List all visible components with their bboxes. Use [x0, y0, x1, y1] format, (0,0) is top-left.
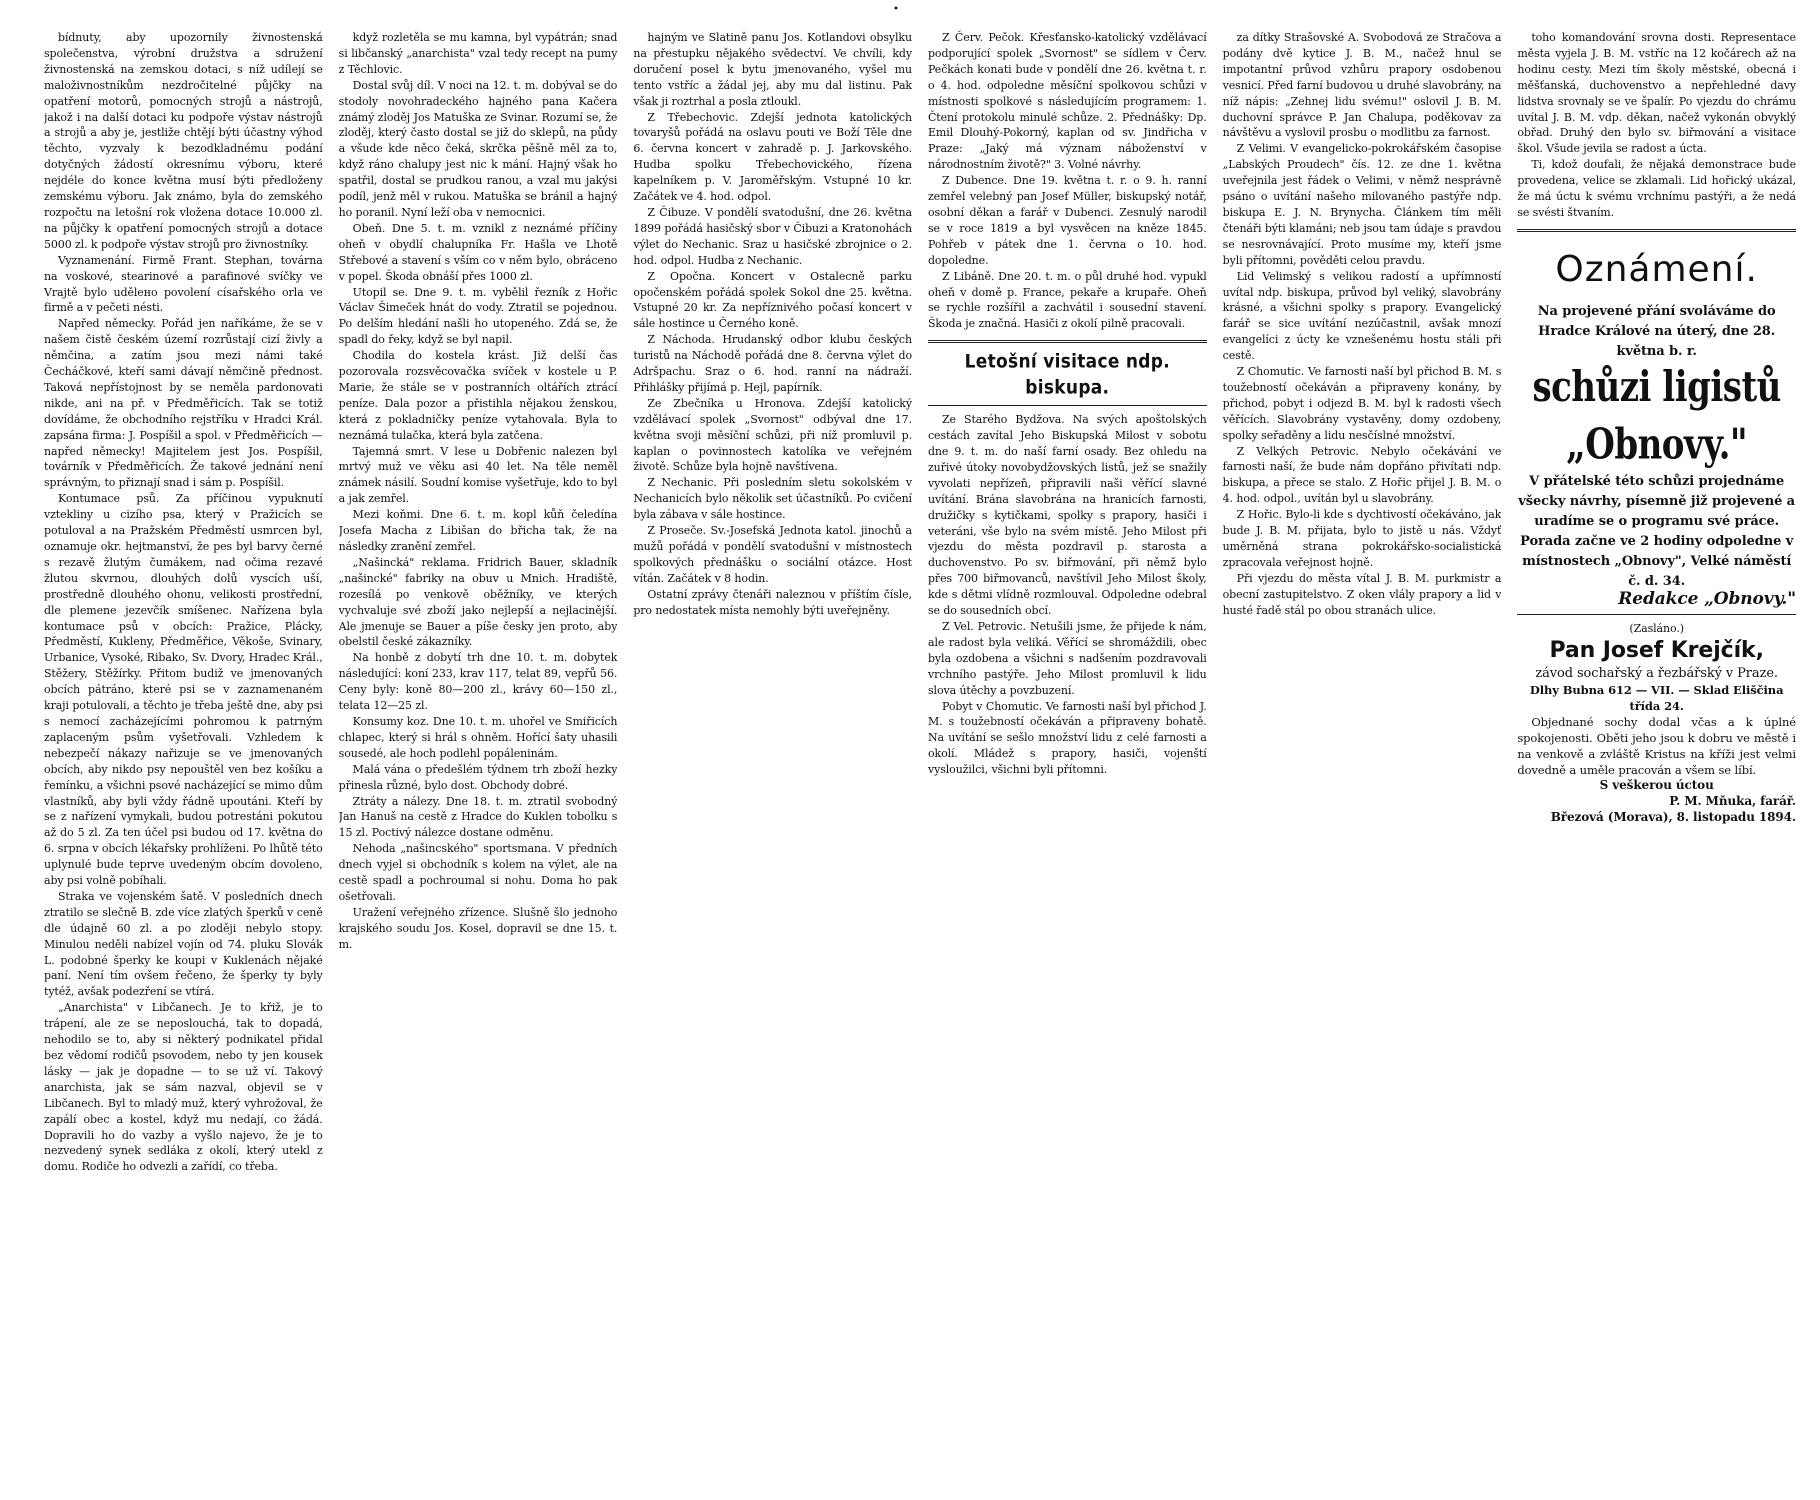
article-paragraph: Z Velkých Petrovic. Nebylo očekávání ve farnosti naší, že bude nám dopřáno přivítati ndp. biskupa, a přece se stalo. Z Hořic přijel J. B. M. o 4. hod. odpol., uvítán byl u slavobrány. [1222, 444, 1502, 506]
article-paragraph: Konsumy koz. Dne 10. t. m. uhořel ve Smiřicích chlapec, který si hrál s ohněm. Hořící šaty uhasili sousedé, ale hoch podlehl popáleninám. [338, 714, 618, 760]
article-paragraph: Ti, kdož doufali, že nějaká demonstrace bude provedena, velice se zklamali. Lid hořický ukázal, že má úctu k svému vrchnímu pastýři, a že nedá se svésti štvaním. [1517, 158, 1796, 219]
column-1 [44, 30, 323, 1488]
oznameni-signature: Redakce „Obnovy." [1618, 588, 1796, 609]
article-paragraph: Ztráty a nálezy. Dne 18. t. m. ztratil svobodný Jan Hanuš na cestě z Hradce do Kuklen tobolku s 15 zl. Poctivý nálezce dostane odměnu. [338, 794, 618, 840]
article-paragraph: „Anarchista" v Libčanech. Je to křiž, je to trápení, ale ze se neposlouchá, tak to dopadá, nehodilo se to, aby si některý podnikatel přidal bez vědomí rodičů psovodem, nebo ty jen kousek lásky — jak je dopadne — to se už ví. Takový anarchista, jak se sám nazval, objevil se v Libčanech. Byl to mladý muž, který vyhrožoval, že zapálí obec a kostel, když mu nedají, co žádá. Dopravili ho do vazby a vyšlo najevo, že je to nezvedený synek sedláka z okolí, který utekl z domu. Rodiče ho odvezli a zařídí, co třeba. [44, 1001, 323, 1174]
oznameni-ad [1517, 240, 1796, 608]
columns [44, 30, 1796, 1488]
article-paragraph: Z Velimi. V evangelicko-pokrokářském časopise „Labských Proudech" čís. 12. ze dne 1. května uveřejnila jest řádek o Velimi, v němž nesprávně psáno o uvítání našeho milovaného pastýře ndp. biskupa E. J. N. Brynycha. Článkem tím měli čtenáři býti klamáni; neb jsou tam údaje s pravdou se nesrovnávající. Proto musíme my, kteří jsme byli přítomni, pověděti celou pravdu. [1222, 142, 1502, 267]
article-paragraph: Z Vel. Petrovic. Netušili jsme, že přijede k nám, ale radost byla veliká. Věřící se shromáždili, obec byla ozdobena a všichni s nadšením pozdravovali vrchního pastýře. Jeho Milost promluvil k lidu slova útěchy a povzbuzení. [927, 620, 1207, 697]
zaslano-label: (Zasláno.) [1629, 621, 1684, 635]
krejcik-closing: S veškerou úctou [1599, 777, 1714, 792]
oznameni-text-1: V přátelské této schůzi projednáme všecky návrhy, písemně již projevené a uradíme se o programu své práce. [1518, 473, 1795, 529]
krejcik-signer: P. M. Mňuka, farář. [1669, 793, 1796, 808]
column-6-text [1517, 30, 1796, 221]
oznameni-line-2: Hradce Králové na úterý, dne 28. května b. r. [1538, 323, 1776, 359]
article-paragraph: Vyznamenání. Firmě Frant. Stephan, továrna na voskové, stearinové a parafinové svíčky ve Vrajtě bylo udělено povolení císařského orla ve firmě a v pečeti nésti. [44, 253, 323, 315]
article-paragraph: když rozletěla se mu kamna, byl vypátrán; snad si libčanský „anarchista" vzal tedy recept na pumy z Těchlovic. [338, 31, 618, 76]
article-paragraph: Lid Velimský s velikou radostí a upřímností uvítal ndp. biskupa, průvod byl veliký, slavobrány krásné, a všichni spolky s prapory. Evangelický farář se sice uvítání nezúčastnil, avšak mnozí evangelíci z úcty ke vznešenému hostu stáli při cestě. [1222, 269, 1502, 363]
article-paragraph: Z Třebechovic. Zdejší jednota katolických tovaryšů pořádá na oslavu pouti ve Boží Těle dne 6. června koncert v zahradě p. J. Jarkovského. Hudba spolku Třebechovického, řízena kapelníkem p. V. Jaroměřským. Vstupné 10 kr. Začátek ve 4. hod. odpol. [633, 110, 912, 204]
article-paragraph: „Našincká" reklama. Fridrich Bauer, skladník „našincké" fabriky na obuv u Mnich. Hradiště, rozesílá po venkově oběžníky, ve kterých vychvaluje své zboží jako nejlepší a nejlacinější. Ale jmenuje se Bauer a píše česky jen proto, aby obelstil české zákazníky. [338, 555, 618, 649]
article-paragraph: Pobyt v Chomutic. Ve farnosti naší byl přichod J. M. s toužebností očekáván a připraveny bohatě. Na uvítání se sešlo množství lidu z celé farnosti a okolí. Mládež s prapory, hasiči, vojenští vysloužilci, všichni byli přítomni. [927, 699, 1207, 777]
article-paragraph: Ze Starého Bydžova. Na svých apoštolských cestách zavítal Jeho Biskupská Milost v sobotu dne 9. t. m. do naší farní osady. Bez ohledu na zuřivé útoky novobydžovských listů, jež se snažily vyvolati nepřízeň, připravili naši věřící slavné uvítání. Brána slavobrána na hranicích farnosti, družičky s kytičkami, spolky s prapory, hasiči i veteráni, vše bylo na svém místě. Jeho Milost při vjezdu do města pozdravil p. starosta a duchovenstvo. Po sv. biřmování, při němž bylo přes 700 biřmovanců, navštívil Jeho Milost školy, kde s dětmi vlídně rozmlouval. Odpoledne odebral se do sousedních obcí. [927, 413, 1207, 618]
article-paragraph: Při vjezdu do města vítal J. B. M. purkmistr a obecní zastupitelstvo. Z oken vlály prapory a lid v husté řadě stál po obou stranách ulice. [1222, 571, 1502, 617]
article-paragraph: Obeň. Dne 5. t. m. vznikl z neznámé příčiny oheň v obydlí chalupníka Fr. Hašla ve Lhotě Střebové a stavení s vším co v něm bylo, obráceno v popel. Škoda obnáší přes 1000 zl. [338, 221, 618, 283]
article-paragraph: Uražení veřejného zřízence. Slušně šlo jednoho krajského soudu Jos. Kosel, dopravil se dne 15. t. m. [338, 905, 618, 951]
article-paragraph: Z Opočna. Koncert v Ostalecně parku opočenském pořádá spolek Sokol dne 25. května. Vstupné 20 kr. Za nepříznivého počasí koncert v sále hostince u Černého koně. [633, 269, 912, 331]
article-paragraph: Z Náchoda. Hrudanský odbor klubu českých turistů na Náchodě pořádá dne 8. června výlet do Adršpachu. Sraz o 6. hod. ranní na nádraží. Přihlášky přijímá p. Hejl, papírník. [633, 333, 912, 394]
article-paragraph: Z Libáně. Dne 20. t. m. o půl druhé hod. vypukl oheň v domě p. France, pekaře a krupaře. Oheň se rychle rozšířil a zachvátil i sousední stavení. Škoda je značná. Hasiči z okolí pilně pracovali. [927, 269, 1207, 331]
column-3 [633, 30, 912, 1488]
krejcik-subtitle: závod sochařský a řezbářský v Praze. [1535, 665, 1778, 681]
article-paragraph: Z Dubence. Dne 19. května t. r. o 9. h. ranní zemřel velebný pan Josef Müller, biskupský notář, osobní děkan a farář v Dubenci. Zesnulý narodil se v roce 1819 a byl vysvěcen na kněze 1845. Pohřeb v pátek dne 1. června o 10. hod. dopoledne. [927, 174, 1207, 267]
section-rule [928, 340, 1207, 343]
article-paragraph: Nehoda „našincského" sportsmana. V předních dnech vyjel si obchodník s kolem na výlet, ale na cestě spadl a pochroumal si nohu. Doma ho pak ošetřovali. [338, 842, 618, 903]
column-5 [1223, 30, 1502, 1488]
article-paragraph: Z Hořic. Bylo-li kde s dychtivostí očekáváno, jak bude J. B. M. přijata, bylo to jistě u nás. Vždyť uměrněná strana pokrokářsko-socialistická zpracovala veřejnost hojně. [1222, 508, 1502, 569]
krejcik-name: Pan Josef Krejčík, [1549, 637, 1764, 663]
article-paragraph: Malá vána o předešlém týdnem trh zboží hezky přinesla různé, bylo dost. Obchody dobré. [338, 762, 618, 792]
article-paragraph: Ze Zbečníka u Hronova. Zdejší katolický vzdělávací spolek „Svornost" odbýval dne 17. května svoji měsíční schůzi, při níž promluvil p. kaplan o povinnostech katolíka ve veřejném životě. Schůze byla hojně navštívena. [633, 396, 912, 474]
article-paragraph: Straka ve vojenském šatě. V posledních dnech ztratilo se slečně B. zde více zlatých šperků v ceně dle údajně 60 zl. a po zloději nebylo stopy. Minulou neděli nabízel vojín od 74. pluku Slovák L. podobné šperky ke koupi v Kuklenách nějaké paní. Není tím ovšem řečeno, že šperky ty byly tytéž, avšak podezření se vtírá. [44, 889, 323, 999]
article-paragraph: hajným ve Slatině panu Jos. Kotlandovi obsylku na přestupku nějakého svědectví. Ve chvíli, kdy doručení posel k bytu jmenovaného, vyšel mu tento vstříc a žádal jej, aby mu dal listinu. Pak však ji roztrhal a posla ztloukl. [633, 31, 912, 108]
article-paragraph: Z Proseče. Sv.-Josefská Jednota katol. jinochů a mužů pořádá v pondělí svatodušní v místnostech spolkových přednášku o sociální otázce. Host vítán. Začátek v 8 hodin. [633, 524, 912, 585]
oznameni-title: Oznámení. [1555, 248, 1758, 290]
column-2 [339, 30, 618, 1488]
page-top-mark: • [893, 4, 899, 15]
article-paragraph: toho komandování srovna dosti. Representace města vyjela J. B. M. vstříc na 12 kočárech až na hodinu cesty. Mezi tím školy městské, obecná i měšťanská, duchovenstvo a nepřehledné davy lidstva srovnaly se ve špalír. Po vjezdu do chrámu uvítal J. B. M. vdp. děkan, načež vykonán obvyklý obřad. Druhý den bylo sv. biřmování a visitace škol. Všude jevila se radost a úcta. [1517, 31, 1796, 156]
krejcik-place-date: Březová (Morava), 8. listopadu 1894. [1550, 809, 1796, 824]
article-paragraph: Z Čibuze. V pondělí svatodušní, dne 26. května 1899 pořádá hasičský sbor v Čibuzi a Kratonohách výlet do Nechanic. Sraz u hasičské zbrojnice o 2. hod. odpol. Hudba z Nechanic. [633, 205, 912, 267]
article-paragraph: Ostatní zprávy čtenáři naleznou v příštím čísle, pro nedostatek místa nemohly býti uveřejněny. [633, 587, 912, 617]
krejcik-ad [1517, 621, 1796, 826]
section-heading: Letošní visitace ndp. biskupa. [964, 351, 1170, 400]
article-paragraph: bídnuty, aby upozornily živnostenská společenstva, výrobní družstva a sdružení živnostenská na zemskou dotaci, s níž udílejí se maloživnostníkům nezdročitelné půjčky na opatření motorů, pomocných strojů a nástrojů, jakož i na další dotaci ku podpoře výstav nástrojů a strojů a aby je, jestliže chtějí býti účastny výhod těchto, vyzvaly k bezodkladnému podání dotyčných žádostí okresnímu výboru, které nejdéle do konce května musí býti předloženy zemskému výboru. Jak známo, byla do zemského rozpočtu na letošní rok vložena dotace 10.000 zl. na půjčky k opatření pomocných strojů a dotace 5000 zl. k podpoře výstav strojů pro živnostníky. [44, 31, 323, 251]
oznameni-text-2: Porada začne ve 2 hodiny odpoledne v místnostech „Obnovy", Velké náměstí č. d. 34. [1520, 533, 1794, 589]
article-paragraph: Mezi koňmi. Dne 6. t. m. kopl kůň čeledína Josefa Macha z Libišan do břicha tak, že na následky zranění zemřel. [338, 508, 618, 553]
article-paragraph: Tajemná smrt. V lese u Dobřenic nalezen byl mrtvý muž ve věku asi 40 let. Na těle neměl známek násilí. Soudní komise vyšetřuje, kdo to byl a jak zemřel. [338, 444, 618, 506]
column-6 [1517, 30, 1796, 1488]
krejcik-body: Objednané sochy dodal včas a k úplné spokojenosti. Oběti jeho jsou k dobru ve městě i na venkově a zvláště Kristus na kříži jest velmi dovedně a uměle pracován a všem se líbí. [1517, 714, 1796, 777]
article-paragraph: Na honbě z dobytí trh dne 10. t. m. dobytek následující: koní 233, krav 117, telat 89, vepřů 56. Ceny byly: koně 80—200 zl., krávy 60—150 zl., telata 12—25 zl. [338, 651, 618, 713]
article-paragraph: za dítky Strašovské A. Svobodová ze Stračova a podány dvě kytice J. B. M., načež hnul se impotantní průvod vzhůru prapory osdobenou vesnicí. Před farní budovou u druhé slavobrány, na níž nápis: „Zehnej lidu svému!" oslovil J. B. M. duchovní správce P. Jan Chalupa, poděkovav za návštěvu a vyslovil prosbu o modlitbu za farnost. [1222, 31, 1502, 140]
oznameni-line-1: Na projevené přání svoláváme do [1537, 303, 1776, 319]
article-paragraph: Dostal svůj díl. V noci na 12. t. m. dobýval se do stodoly novohradeckého hajného pana Kačera známý zloděj Jos Matuška ze Svinar. Rozumí se, že zloděj, který často dostal se již do sklepů, na půdy a všude kde něco čeká, skrčka pěšně měl za to, když ráno chalupy jest nic k mání. Hajný však ho spatřil, dostal se prudkou ranou, a vzal mu jakýsi podíl, jenž měl v rukou. Matuška se bránil a hajný ho poranil. Nyní leží oba v nemocnici. [338, 78, 618, 219]
article-paragraph: Utopil se. Dne 9. t. m. vybělil řezník z Hořic Václav Šimeček hnát do vody. Ztratil se pojednou. Po delším hledání našli ho utopeného. Zdá se, že spadl do řeky, když se byl napil. [338, 285, 618, 347]
article-paragraph: Napřed německy. Pořád jen naříkáme, že se v našem čistě českém území rozrůstají cizí živly a němčina, a zatím jsou mezi námi také Čecháčkové, kteří sami dávají němčině přednost. Taková nepřístojnost by se neměla pardonovati nikde, ani na př. v Předměřicích. Tak se totiž dovídáme, že obchodního rejstříku v Hradci Král. zapsána firma: J. Pospíšil a spol. v Předměřicích — napřed německy! Majitelem jest Jos. Pospíšil, továrník v Předměřicích. Že takové jednání není správným, to přiznají snad i sám p. Pospíšil. [44, 317, 323, 490]
oznameni-headline: schůzi ligistů „Obnovy." [1532, 362, 1781, 470]
article-paragraph: Z Chomutic. Ve farnosti naší byl přichod B. M. s toužebností očekáván a připraveny konány, by přichod, pobyt i odjezd B. M. byl k radosti všech věřících. Slavobrány vystavěny, domy ozdobeny, spolky seřaděny a lidu nesčíslné množství. [1222, 365, 1502, 442]
krejcik-address: Dlhy Bubna 612 — VII. — Sklad Eliščina třída 24. [1529, 682, 1784, 713]
ad-rule [1517, 229, 1796, 232]
article-paragraph: Z Nechanic. Při posledním sletu sokolském v Nechanicích bylo několik set účastníků. Po cvičení byla zábava v sále hostince. [633, 476, 912, 522]
article-paragraph: Kontumace psů. Za příčinou vypuknutí vztekliny u cizího psa, který v Pražicích se potuloval a na Pražském Předměstí usmrcen byl, oznamuje okr. hejtmanství, že pes byl barvy černé s rezavě žlutým čumákem, nad očima rezavé žlutou skvrnou, dlouhých dolů vyscích uší, prostředně dlouhého ohonu, velikosti prostřední, dle plemene jezevčík smíšenec. Nařízena byla kontumace psů v obcích: Pražice, Plácky, Předměstí, Kukleny, Předměřice, Věkoše, Svinary, Urbanice, Vysoké, Ribako, Sv. Dvory, Hradec Král., Stěžery, Stěžírky. Přitom budiž ve jmenovaných obcích pátráno, které psi se v zaznamenaném kraji potulovali, a těchto je třeba ještě dne, aby psi s nemocí zacházejícími pohromou k patrným zaplaceným psům vyšetřovali. Vzhledem k nebezpečí nákazy nařizuje se ve jmenovaných obcích, aby nikdo psy nepouštěl ven bez košíku a řemínku, a všichni psové nacházející se mimo dům vlastníků, aby byli vždy řádně upoutáni. Kteří by se z nařízení vymykali, budou potrestáni pokutou až do 5 zl. Za ten účel psi budou od 17. května do 6. srpna v obcích lékařsky prohlíženi. Po lhůtě této uplynulé bude teprve uvedeným obcím dovoleno, aby psi volně pobíhali. [44, 492, 323, 888]
article-paragraph: Chodila do kostela krást. Již delší čas pozorovala rozsvěcovačka svíček v kostele u P. Marie, že stále se v postranních oltářích ztrácí peníze. Dala pozor a přistihla nějakou ženskou, která z pokladničky peníze vytahovala. Byla to neznámá tulačka, která byla zatčena. [338, 349, 618, 442]
ad-separator [1517, 614, 1796, 615]
section-rule [928, 405, 1207, 406]
column-4 [928, 30, 1207, 1488]
article-paragraph: Z Červ. Pečok. Křesťansko-katolický vzdělávací podporující spolek „Svornost" se sídlem v Červ. Pečkách konati bude v pondělí dne 26. května t. r. o 4. hod. odpoledne měsíční spolkovou schůzi v místnosti spolkové s následujícím programem: 1. Čtení protokolu minulé schůze. 2. Přednášky: Dp. Emil Dlouhý-Pokorný, kaplan od sv. Jindřicha v Praze: „Jaký má význam náboženství v národnostním životě?" 3. Volné návrhy. [927, 31, 1207, 172]
